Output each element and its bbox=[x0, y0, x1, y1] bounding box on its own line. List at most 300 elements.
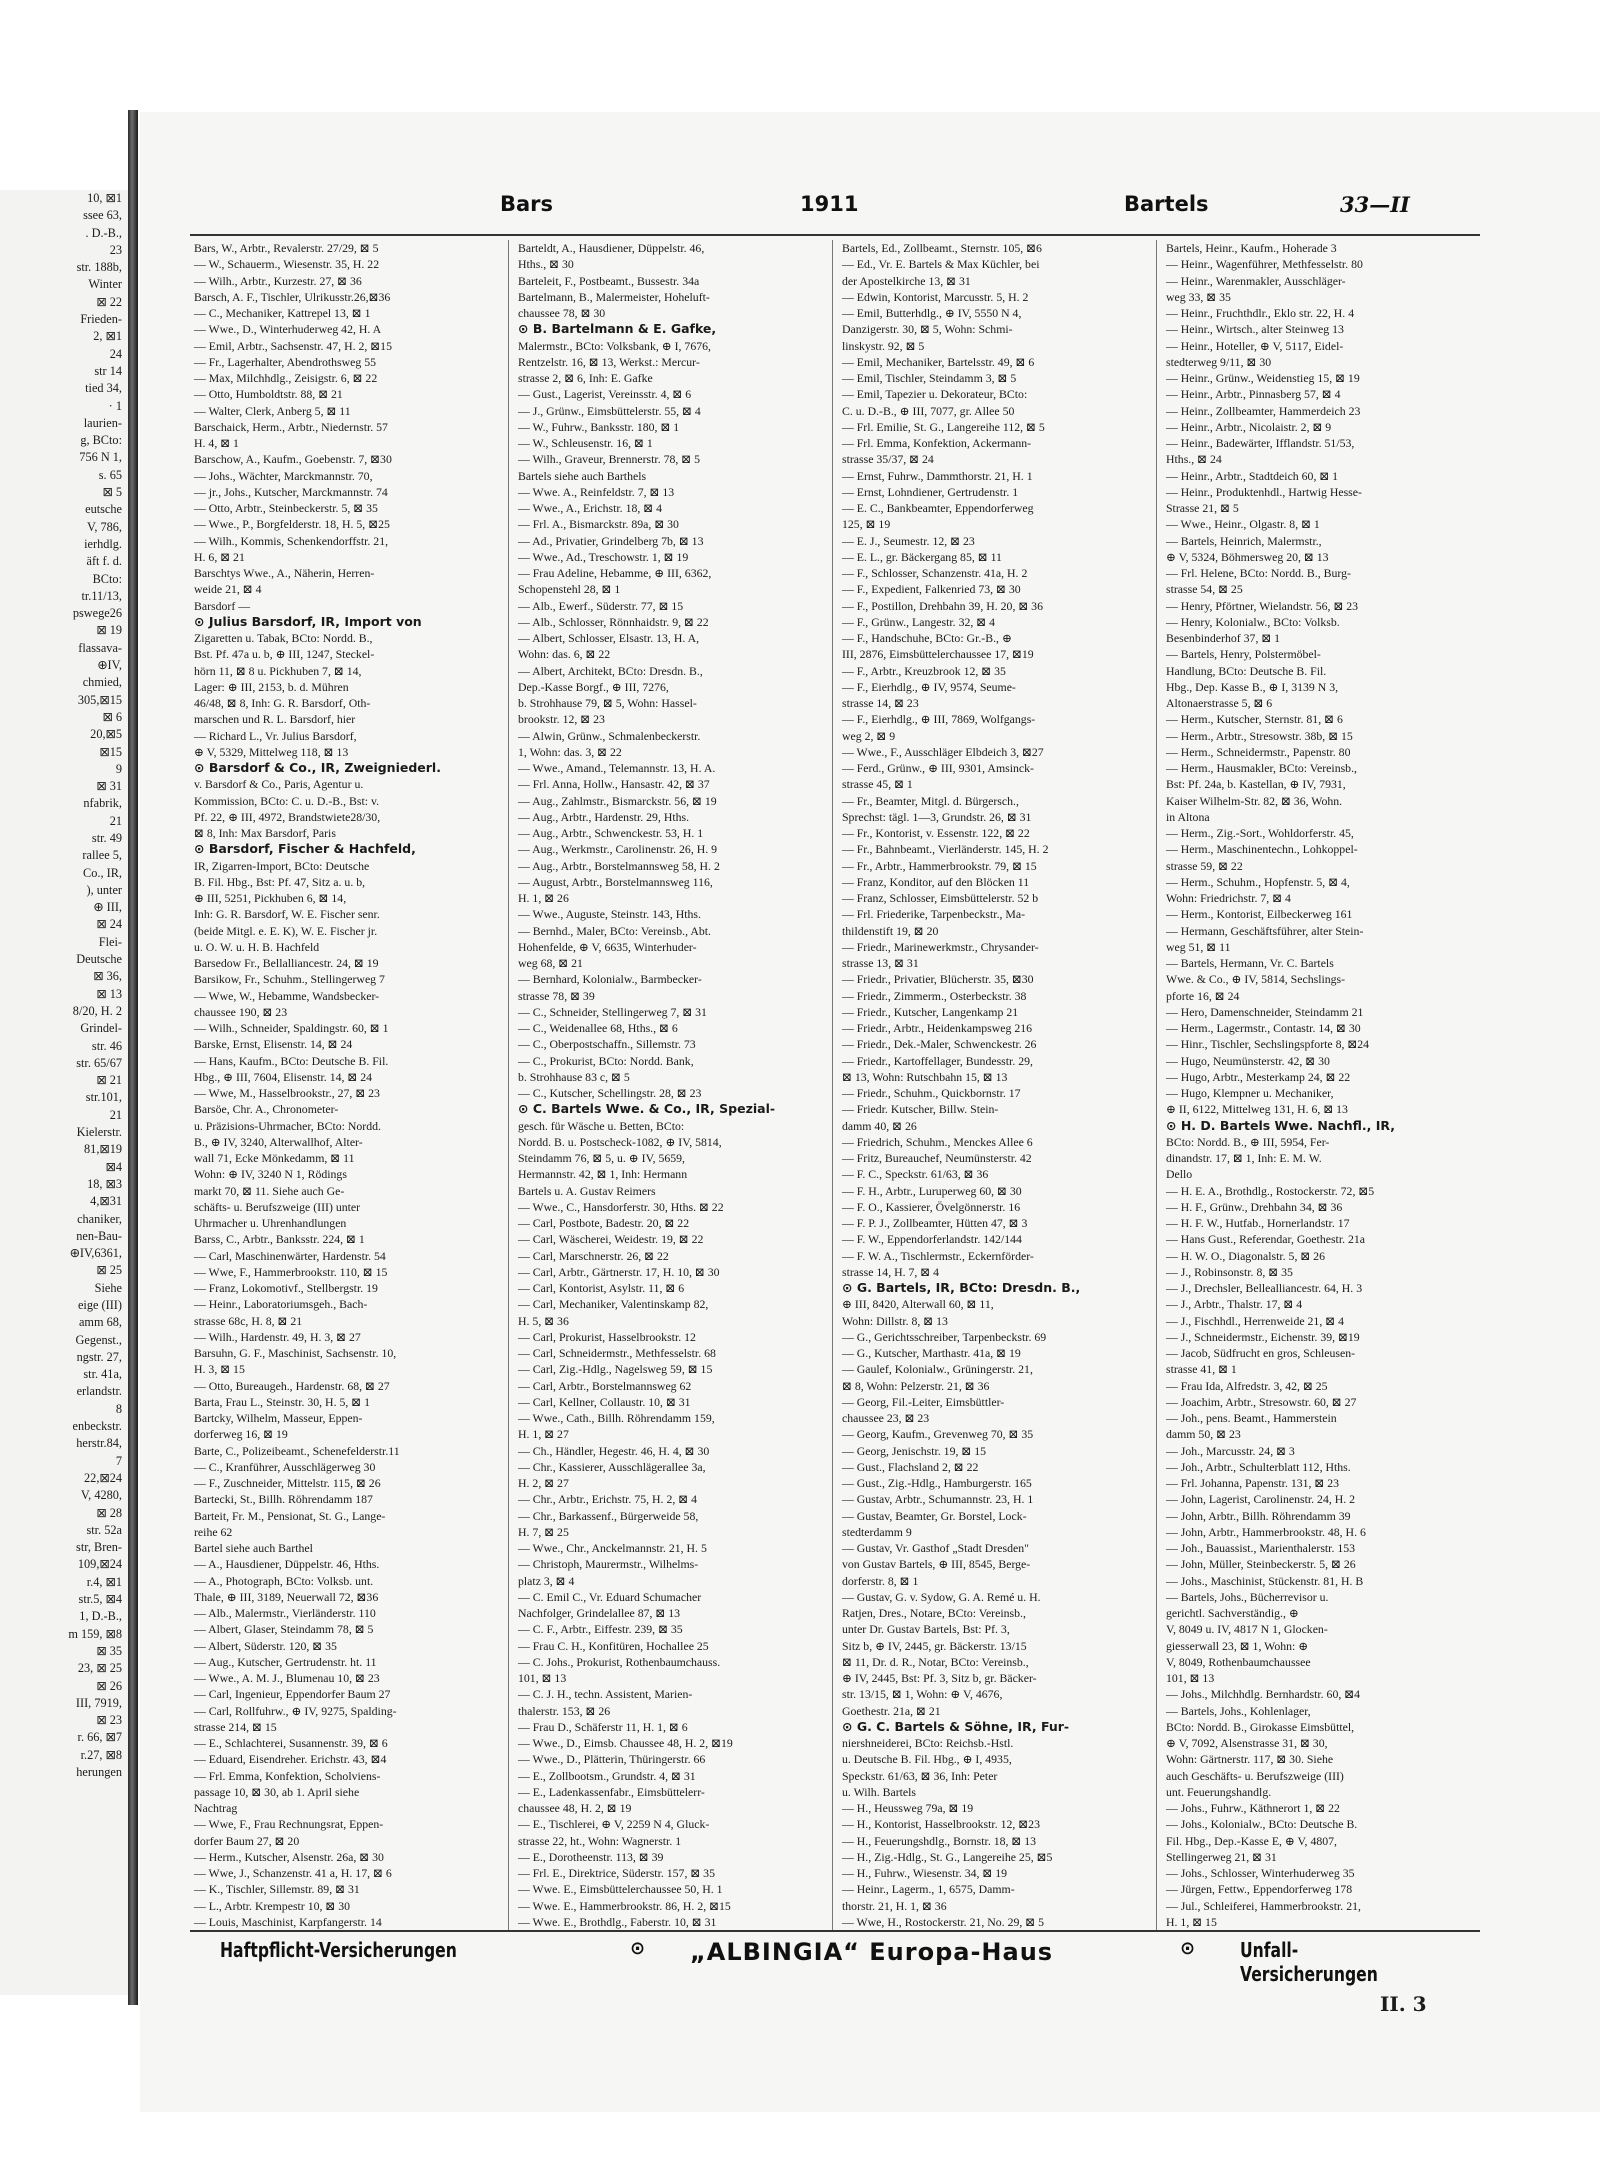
directory-entry-line: — Carl, Kellner, Collaustr. 10, ⊠ 31 bbox=[518, 1394, 691, 1409]
directory-entry-line: — H. F., Grünw., Drehbahn 34, ⊠ 36 bbox=[1166, 1199, 1343, 1214]
directory-entry-line: Barteleit, F., Postbeamt., Bussestr. 34a bbox=[518, 273, 700, 288]
prev-page-line: tied 34, bbox=[85, 381, 122, 396]
directory-entry-line: strasse 35/37, ⊠ 24 bbox=[842, 452, 934, 467]
directory-entry-line: H. 6, ⊠ 21 bbox=[194, 549, 245, 564]
sheet-signature: II. 3 bbox=[1380, 1992, 1427, 2016]
directory-entry-line: — Emil, Butterhdlg., ⊕ IV, 5550 N 4, bbox=[842, 306, 1022, 320]
directory-entry-line: — Aug., Werkmstr., Carolinenstr. 26, H. 9 bbox=[518, 842, 718, 857]
column-1 bbox=[190, 240, 509, 1930]
directory-entry-line: — W., Schleusenstr. 16, ⊠ 1 bbox=[518, 436, 653, 450]
directory-entry-line: chaussee 23, ⊠ 23 bbox=[842, 1411, 930, 1425]
prev-page-line: 24 bbox=[109, 346, 122, 361]
directory-entry-line: auch Geschäfts- u. Berufszweige (III) bbox=[1166, 1768, 1344, 1783]
directory-entry-line: brookstr. 12, ⊠ 23 bbox=[518, 712, 605, 727]
previous-page-strip bbox=[0, 190, 128, 1995]
prev-page-line: s. 65 bbox=[98, 467, 122, 482]
directory-entry-line: ⊙ Julius Barsdorf, IR, Import von bbox=[194, 613, 422, 629]
directory-entry-line: Barsikow, Fr., Schuhm., Stellingerweg 7 bbox=[194, 972, 385, 987]
directory-entry-line: — Henry, Pförtner, Wielandstr. 56, ⊠ 23 bbox=[1166, 598, 1359, 613]
directory-entry-line: — J., Schneidermstr., Eichenstr. 39, ⊠19 bbox=[1166, 1329, 1360, 1344]
prev-page-line: 21 bbox=[109, 1107, 122, 1122]
prev-page-line: nen-Bau- bbox=[76, 1228, 122, 1243]
directory-entry-line: — Gust., Lagerist, Vereinsstr. 4, ⊠ 6 bbox=[518, 387, 692, 402]
directory-entry-line: — Fritz, Bureauchef, Neumünsterstr. 42 bbox=[842, 1151, 1032, 1165]
prev-page-line: ssee 63, bbox=[83, 208, 122, 223]
directory-entry-line: — Hans Gust., Referendar, Goethestr. 21a bbox=[1166, 1232, 1366, 1247]
directory-entry-line: — Bartels, Johs., Kohlenlager, bbox=[1166, 1703, 1311, 1718]
footer-dot-left: ⊙ bbox=[630, 1938, 646, 1959]
directory-entry-line: — Carl, Maschinenwärter, Hardenstr. 54 bbox=[194, 1248, 386, 1263]
directory-entry-line: Besenbinderhof 37, ⊠ 1 bbox=[1166, 631, 1281, 645]
directory-entry-line: — Otto, Arbtr., Steinbeckerstr. 5, ⊠ 35 bbox=[194, 501, 378, 515]
directory-entry-line: Barta, Frau L., Steinstr. 30, H. 5, ⊠ 1 bbox=[194, 1394, 371, 1409]
directory-entry-line: ⊕ II, 6122, Mittelweg 131, H. 6, ⊠ 13 bbox=[1166, 1102, 1348, 1117]
directory-entry-line: — Friedr. Kutscher, Billw. Stein- bbox=[842, 1102, 999, 1117]
directory-entry-line: — H. F. W., Hutfab., Hornerlandstr. 17 bbox=[1166, 1216, 1350, 1230]
prev-page-line: tr.11/13, bbox=[81, 588, 122, 603]
prev-page-line: ⊠15 bbox=[99, 744, 122, 759]
prev-page-line: ⊠ 35 bbox=[96, 1643, 122, 1658]
directory-entry-line: gerichtl. Sachverständig., ⊕ bbox=[1166, 1606, 1299, 1620]
directory-entry-line: — Wwe., Chr., Anckelmannstr. 21, H. 5 bbox=[518, 1541, 707, 1555]
prev-page-line: 18, ⊠3 bbox=[87, 1176, 122, 1191]
directory-entry-line: weg 2, ⊠ 9 bbox=[842, 728, 896, 743]
directory-entry-line: Barteit, Fr. M., Pensionat, St. G., Lange- bbox=[194, 1508, 386, 1523]
directory-entry-line: — Henry, Kolonialw., BCto: Volksb. bbox=[1166, 614, 1340, 629]
directory-entry-line: — J., Arbtr., Thalstr. 17, ⊠ 4 bbox=[1166, 1297, 1303, 1312]
directory-entry-line: — Carl, Mechaniker, Valentinskamp 82, bbox=[518, 1297, 709, 1312]
directory-entry-line: weg 68, ⊠ 21 bbox=[518, 956, 583, 970]
directory-entry-line: Barsch, A. F., Tischler, Ulrikusstr.26,⊠36 bbox=[194, 289, 391, 304]
directory-entry-line: Barske, Ernst, Elisenstr. 14, ⊠ 24 bbox=[194, 1037, 353, 1052]
directory-entry-line: ⊙ Barsdorf & Co., IR, Zweigniederl. bbox=[194, 760, 441, 775]
directory-entry-line: — Otto, Humboldtstr. 88, ⊠ 21 bbox=[194, 387, 343, 402]
prev-page-line: V, 4280, bbox=[80, 1488, 122, 1503]
directory-entry-line: Sprechst: tägl. 1—3, Grundstr. 26, ⊠ 31 bbox=[842, 809, 1032, 824]
directory-entry-line: Inh: G. R. Barsdorf, W. E. Fischer senr. bbox=[194, 907, 380, 922]
prev-page-line: str. 49 bbox=[91, 830, 122, 845]
directory-entry-line: — Herm., Zig.-Sort., Wohldorferstr. 45, bbox=[1166, 826, 1354, 840]
prev-page-line: r. 66, ⊠7 bbox=[77, 1730, 122, 1745]
directory-entry-line: Nachfolger, Grindelallee 87, ⊠ 13 bbox=[518, 1606, 681, 1620]
directory-entry-line: — E. L., gr. Bäckergang 85, ⊠ 11 bbox=[842, 549, 1002, 564]
directory-entry-line: — Hero, Damenschneider, Steindamm 21 bbox=[1166, 1004, 1364, 1019]
directory-entry-line: — Gustav, Vr. Gasthof „Stadt Dresden" bbox=[842, 1541, 1029, 1555]
directory-entry-line: — Frau Adeline, Hebamme, ⊕ III, 6362, bbox=[518, 566, 712, 580]
directory-entry-line: — F. W., Eppendorferlandstr. 142/144 bbox=[842, 1232, 1022, 1247]
directory-entry-line: ⊕ V, 5324, Böhmersweg 20, ⊠ 13 bbox=[1166, 549, 1329, 564]
directory-entry-line: — Gustav, Arbtr., Schumannstr. 23, H. 1 bbox=[842, 1492, 1034, 1507]
directory-entry-line: Wohn: das. 6, ⊠ 22 bbox=[518, 647, 611, 662]
prev-page-line: Gegenst., bbox=[75, 1332, 122, 1347]
directory-entry-line: — Georg, Fil.-Leiter, Eimsbüttler- bbox=[842, 1394, 1005, 1409]
prev-page-line: str.5, ⊠4 bbox=[78, 1592, 122, 1607]
advertisement-footer bbox=[190, 1938, 1480, 1986]
directory-entry-line: Nachtrag bbox=[194, 1801, 238, 1815]
directory-entry-line: — Heinr., Grünw., Weidenstieg 15, ⊠ 19 bbox=[1166, 371, 1360, 385]
directory-entry-line: — W., Schauerm., Wiesenstr. 35, H. 22 bbox=[194, 257, 380, 272]
directory-entry-line: ⊠ 11, Dr. d. R., Notar, BCto: Vereinsb., bbox=[842, 1654, 1029, 1669]
directory-entry-line: — F. H., Arbtr., Luruperweg 60, ⊠ 30 bbox=[842, 1183, 1022, 1198]
directory-entry-line: v. Barsdorf & Co., Paris, Agentur u. bbox=[194, 777, 364, 792]
directory-entry-line: Wohn: Friedrichstr. 7, ⊠ 4 bbox=[1166, 891, 1291, 905]
directory-entry-line: strasse 214, ⊠ 15 bbox=[194, 1719, 277, 1734]
directory-entry-line: hörn 11, ⊠ 8 u. Pickhuben 7, ⊠ 14, bbox=[194, 663, 362, 678]
directory-entry-line: — Frl. Emilie, St. G., Langereihe 112, ⊠ 5 bbox=[842, 419, 1045, 434]
directory-entry-line: dorferstr. 8, ⊠ 1 bbox=[842, 1573, 919, 1588]
directory-entry-line: — Bartels, Heinrich, Malermstr., bbox=[1166, 533, 1322, 548]
prev-page-line: 8 bbox=[115, 1401, 122, 1416]
directory-entry-line: V, 8049 u. IV, 4817 N 1, Glocken- bbox=[1166, 1622, 1328, 1637]
directory-entry-line: — Frl. Emma, Konfektion, Scholviens- bbox=[194, 1768, 381, 1783]
directory-entry-line: Pf. 22, ⊕ III, 4972, Brandstwiete28/30, bbox=[194, 809, 381, 824]
directory-entry-line: — Ernst, Fuhrw., Dammthorstr. 21, H. 1 bbox=[842, 468, 1033, 483]
directory-entry-line: — F., Eierhdlg., ⊕ III, 7869, Wolfgangs- bbox=[842, 712, 1036, 727]
directory-entry-line: Bst. Pf. 47a u. b, ⊕ III, 1247, Steckel- bbox=[194, 647, 375, 662]
directory-entry-line: — Gust., Zig.-Hdlg., Hamburgerstr. 165 bbox=[842, 1476, 1032, 1490]
directory-entry-line: strasse 45, ⊠ 1 bbox=[842, 777, 913, 792]
directory-entry-line: wall 71, Ecke Mönkedamm, ⊠ 11 bbox=[194, 1151, 355, 1165]
directory-entry-line: — Johs., Kolonialw., BCto: Deutsche B. bbox=[1166, 1817, 1358, 1832]
directory-entry-line: str. 13/15, ⊠ 1, Wohn: ⊕ V, 4676, bbox=[842, 1687, 1003, 1702]
directory-entry-line: — Carl, Arbtr., Borstelmannsweg 62 bbox=[518, 1378, 692, 1393]
directory-entry-line: H. 1, ⊠ 15 bbox=[1166, 1914, 1217, 1929]
directory-entry-line: — Albert, Schlosser, Elsastr. 13, H. A, bbox=[518, 631, 700, 645]
directory-entry-line: — C., Oberpostschaffn., Sillemstr. 73 bbox=[518, 1037, 696, 1052]
directory-entry-line: — Wwe, M., Hasselbrookstr., 27, ⊠ 23 bbox=[194, 1086, 380, 1100]
directory-entry-line: — Jürgen, Fettw., Eppendorferweg 178 bbox=[1166, 1882, 1353, 1897]
directory-entry-line: — Frl. Friederike, Tarpenbeckstr., Ma- bbox=[842, 907, 1026, 922]
directory-entry-line: — Richard L., Vr. Julius Barsdorf, bbox=[194, 728, 357, 743]
prev-page-line: herstr.84, bbox=[76, 1436, 122, 1451]
prev-page-line: str. 46 bbox=[91, 1038, 122, 1053]
directory-entry-line: (beide Mitgl. e. E. K), W. E. Fischer jr. bbox=[194, 923, 378, 938]
directory-entry-line: H. 2, ⊠ 27 bbox=[518, 1476, 569, 1490]
directory-entry-line: — Friedr., Kartoffellager, Bundesstr. 29, bbox=[842, 1053, 1033, 1068]
directory-entry-line: Bst: Pf. 24a, b. Kastellan, ⊕ IV, 7931, bbox=[1166, 777, 1346, 792]
directory-entry-line: — Aug., Zahlmstr., Bismarckstr. 56, ⊠ 19 bbox=[518, 793, 717, 808]
header-year: 1911 bbox=[800, 192, 859, 216]
directory-entry-line: — Wwe., Ad., Treschowstr. 1, ⊠ 19 bbox=[518, 549, 689, 564]
directory-entry-line: — C. Johs., Prokurist, Rothenbaumchauss. bbox=[518, 1654, 721, 1669]
directory-entry-line: — E. C., Bankbeamter, Eppendorferweg bbox=[842, 501, 1034, 515]
prev-page-line: ⊠ 6 bbox=[102, 709, 122, 724]
prev-page-line: str. 188b, bbox=[76, 260, 122, 275]
directory-entry-line: unt. Feuerungshandlg. bbox=[1166, 1784, 1272, 1799]
directory-entry-line: Bartel siehe auch Barthel bbox=[194, 1541, 313, 1555]
directory-entry-line: strasse 22, ht., Wohn: Wagnerstr. 1 bbox=[518, 1833, 682, 1848]
directory-entry-line: — F., Handschuhe, BCto: Gr.-B., ⊕ bbox=[842, 631, 1012, 645]
directory-entry-line: 46/48, ⊠ 8, Inh: G. R. Barsdorf, Oth- bbox=[194, 696, 371, 710]
directory-entry-line: — Wwe., P., Borgfelderstr. 18, H. 5, ⊠25 bbox=[194, 517, 390, 532]
directory-entry-line: — Carl, Wäscherei, Weidestr. 19, ⊠ 22 bbox=[518, 1232, 704, 1247]
directory-entry-line: b. Strohhause 79, ⊠ 5, Wohn: Hassel- bbox=[518, 696, 697, 710]
directory-entry-line: — Aug., Arbtr., Borstelmannsweg 58, H. 2 bbox=[518, 858, 720, 873]
directory-entry-line: — Frl. Emma, Konfektion, Ackermann- bbox=[842, 436, 1032, 450]
footer-dot-right: ⊙ bbox=[1180, 1938, 1196, 1959]
directory-entry-line: Altonaerstrasse 5, ⊠ 6 bbox=[1166, 696, 1273, 710]
directory-entry-line: thildenstift 19, ⊠ 20 bbox=[842, 923, 939, 938]
directory-entry-line: Malermstr., BCto: Volksbank, ⊕ I, 7676, bbox=[518, 338, 711, 353]
prev-page-line: chaniker, bbox=[77, 1211, 122, 1226]
directory-entry-line: schäfts- u. Berufszweige (III) unter bbox=[194, 1199, 361, 1214]
directory-entry-line: weg 51, ⊠ 11 bbox=[1166, 939, 1231, 954]
directory-entry-line: — Wwe., F., Ausschläger Elbdeich 3, ⊠27 bbox=[842, 744, 1044, 759]
prev-page-line: ⊠ 25 bbox=[96, 1263, 122, 1278]
directory-entry-line: — Herm., Maschinentechn., Lohkoppel- bbox=[1166, 842, 1358, 857]
directory-entry-line: ⊠ 13, Wohn: Rutschbahn 15, ⊠ 13 bbox=[842, 1069, 1008, 1084]
prev-page-line: flassava- bbox=[78, 640, 122, 655]
directory-entry-line: — Wwe. A., Reinfeldstr. 7, ⊠ 13 bbox=[518, 484, 675, 499]
directory-entry-line: Hths., ⊠ 24 bbox=[1166, 452, 1222, 467]
directory-entry-line: passage 10, ⊠ 30, ab 1. April siehe bbox=[194, 1784, 360, 1799]
directory-entry-line: — E., Schlachterei, Susannenstr. 39, ⊠ 6 bbox=[194, 1736, 388, 1750]
directory-entry-line: marschen und R. L. Barsdorf, hier bbox=[194, 712, 356, 727]
directory-entry-line: damm 40, ⊠ 26 bbox=[842, 1118, 917, 1133]
prev-page-line: ngstr. 27, bbox=[76, 1349, 122, 1364]
directory-entry-line: — J., Robinsonstr. 8, ⊠ 35 bbox=[1166, 1264, 1293, 1279]
directory-entry-line: — Wwe., Heinr., Olgastr. 8, ⊠ 1 bbox=[1166, 517, 1320, 532]
directory-entry-line: ⊙ C. Bartels Wwe. & Co., IR, Spezial- bbox=[518, 1101, 776, 1117]
directory-entry-line: — Carl, Arbtr., Gärtnerstr. 17, H. 10, ⊠ 30 bbox=[518, 1264, 720, 1279]
directory-entry-line: — Fr., Kontorist, v. Essenstr. 122, ⊠ 22 bbox=[842, 826, 1030, 840]
prev-page-line: str. 52a bbox=[86, 1522, 122, 1537]
directory-entry-line: — Wilh., Hardenstr. 49, H. 3, ⊠ 27 bbox=[194, 1329, 361, 1344]
directory-entry-line: Danzigerstr. 30, ⊠ 5, Wohn: Schmi- bbox=[842, 322, 1013, 337]
directory-entry-line: — F., Postillon, Drehbahn 39, H. 20, ⊠ 36 bbox=[842, 598, 1043, 613]
directory-entry-line: Barte, C., Polizeibeamt., Schenefelderstr.11 bbox=[194, 1443, 400, 1458]
directory-entry-line: — C., Schneider, Stellingerweg 7, ⊠ 31 bbox=[518, 1004, 707, 1019]
prev-page-line: 7 bbox=[115, 1453, 122, 1468]
directory-entry-line: — Jacob, Südfrucht en gros, Schleusen- bbox=[1166, 1346, 1356, 1360]
prev-page-line: Winter bbox=[88, 277, 122, 292]
directory-entry-line: — Alb., Ewerf., Süderstr. 77, ⊠ 15 bbox=[518, 598, 684, 613]
directory-entry-line: — Emil, Tapezier u. Dekorateur, BCto: bbox=[842, 387, 1028, 402]
directory-entry-line: — Heinr., Arbtr., Pinnasberg 57, ⊠ 4 bbox=[1166, 387, 1341, 402]
directory-entry-line: damm 50, ⊠ 23 bbox=[1166, 1427, 1241, 1442]
directory-entry-line: — Heinr., Fruchthdlr., Eklo str. 22, H. 4 bbox=[1166, 306, 1355, 320]
directory-entry-line: — Gustav, G. v. Sydow, G. A. Remé u. H. bbox=[842, 1589, 1041, 1604]
directory-entry-line: ⊕ III, 5251, Pickhuben 6, ⊠ 14, bbox=[194, 891, 347, 905]
directory-entry-line: Schopenstehl 28, ⊠ 1 bbox=[518, 582, 621, 597]
directory-entry-line: — August, Arbtr., Borstelmannsweg 116, bbox=[518, 874, 713, 889]
column-3 bbox=[838, 240, 1157, 1930]
directory-entry-line: — H. W. O., Diagonalstr. 5, ⊠ 26 bbox=[1166, 1248, 1325, 1263]
directory-entry-line: — Frau C. H., Konfitüren, Hochallee 25 bbox=[518, 1638, 709, 1653]
directory-entry-line: — Herm., Kontorist, Eilbeckerweg 161 bbox=[1166, 907, 1353, 922]
directory-entry-line: — Fr., Bahnbeamt., Vierländerstr. 145, H. 2 bbox=[842, 842, 1049, 857]
directory-entry-line: — Bartels, Hermann, Vr. C. Bartels bbox=[1166, 956, 1334, 970]
directory-entry-line: — F. W. A., Tischlermstr., Eckernförder- bbox=[842, 1248, 1034, 1263]
directory-entry-line: — Hugo, Neumünsterstr. 42, ⊠ 30 bbox=[1166, 1053, 1330, 1068]
directory-entry-line: Barteldt, A., Hausdiener, Düppelstr. 46, bbox=[518, 241, 705, 255]
directory-entry-line: BCto: Nordd. B., ⊕ III, 5954, Fer- bbox=[1166, 1134, 1330, 1149]
directory-entry-line: Bartels, Heinr., Kaufm., Hoherade 3 bbox=[1166, 241, 1337, 255]
prev-page-line: ierhdlg. bbox=[84, 536, 122, 551]
directory-entry-line: — Wwe., C., Hansdorferstr. 30, Hths. ⊠ 22 bbox=[518, 1199, 724, 1214]
directory-entry-line: — Friedr., Zimmerm., Osterbeckstr. 38 bbox=[842, 988, 1027, 1003]
directory-entry-line: — Carl, Prokurist, Hasselbrookstr. 12 bbox=[518, 1329, 696, 1344]
directory-entry-line: — Joh., Arbtr., Schulterblatt 112, Hths. bbox=[1166, 1459, 1351, 1474]
directory-entry-line: Bartelmann, B., Malermeister, Hoheluft- bbox=[518, 289, 710, 304]
directory-entry-line: — Johs., Wächter, Marckmannstr. 70, bbox=[194, 468, 373, 483]
directory-entry-line: — Ed., Vr. E. Bartels & Max Küchler, bei bbox=[842, 257, 1040, 272]
directory-entry-line: — Wwe. E., Hammerbrookstr. 86, H. 2, ⊠15 bbox=[518, 1898, 731, 1913]
directory-entry-line: — Herm., Hausmakler, BCto: Vereinsb., bbox=[1166, 761, 1357, 775]
directory-entry-line: Uhrmacher u. Uhrenhandlungen bbox=[194, 1216, 347, 1230]
directory-entry-line: reihe 62 bbox=[194, 1524, 233, 1539]
directory-entry-line: — Walter, Clerk, Anberg 5, ⊠ 11 bbox=[194, 403, 351, 418]
directory-entry-line: — Wwe., A. M. J., Blumenau 10, ⊠ 23 bbox=[194, 1671, 380, 1685]
directory-entry-line: Barsuhn, G. F., Maschinist, Sachsenstr. 10, bbox=[194, 1346, 397, 1360]
prev-page-line: ⊠ 23 bbox=[96, 1713, 122, 1728]
directory-entry-line: — Herm., Kutscher, Alsenstr. 26a, ⊠ 30 bbox=[194, 1849, 384, 1864]
directory-entry-line: — Friedrich, Schuhm., Menckes Allee 6 bbox=[842, 1134, 1033, 1149]
directory-entry-line: — Alwin, Grünw., Schmalenbeckerstr. bbox=[518, 728, 701, 743]
directory-entry-line: B., ⊕ IV, 3240, Alterwallhof, Alter- bbox=[194, 1134, 363, 1149]
column-4 bbox=[1162, 240, 1480, 1930]
directory-entry-line: chaussee 78, ⊠ 30 bbox=[518, 306, 606, 320]
directory-entry-line: Barschtys Wwe., A., Näherin, Herren- bbox=[194, 566, 375, 580]
directory-entry-line: strasse 13, ⊠ 31 bbox=[842, 956, 919, 970]
directory-entry-line: — Emil, Tischler, Steindamm 3, ⊠ 5 bbox=[842, 371, 1017, 385]
directory-entry-line: — Alb., Malermstr., Vierländerstr. 110 bbox=[194, 1606, 376, 1620]
directory-entry-line: — Wilh., Graveur, Brennerstr. 78, ⊠ 5 bbox=[518, 452, 701, 467]
directory-entry-line: dorferweg 16, ⊠ 19 bbox=[194, 1427, 288, 1442]
directory-entry-line: Hths., ⊠ 30 bbox=[518, 257, 574, 272]
directory-entry-line: — Friedr., Kutscher, Langenkamp 21 bbox=[842, 1004, 1019, 1019]
directory-entry-line: — F., Arbtr., Kreuzbrook 12, ⊠ 35 bbox=[842, 663, 1006, 678]
directory-entry-line: — Friedr., Dek.-Maler, Schwenckestr. 26 bbox=[842, 1037, 1037, 1052]
directory-entry-line: — John, Arbtr., Billh. Röhrendamm 39 bbox=[1166, 1508, 1351, 1523]
prev-page-line: str. 65/67 bbox=[76, 1055, 122, 1070]
directory-entry-line: — C. J. H., techn. Assistent, Marien- bbox=[518, 1687, 693, 1702]
directory-entry-line: — Bernhd., Maler, BCto: Vereinsb., Abt. bbox=[518, 923, 711, 938]
prev-page-line: ⊠ 31 bbox=[96, 779, 122, 794]
directory-entry-line: — Heinr., Produktenhdl., Hartwig Hesse- bbox=[1166, 484, 1362, 499]
directory-entry-line: strasse 59, ⊠ 22 bbox=[1166, 858, 1243, 873]
directory-entry-line: H. 1, ⊠ 27 bbox=[518, 1427, 569, 1442]
prev-page-line: 9 bbox=[115, 761, 122, 776]
footer-company: „ALBINGIA“ Europa-Haus bbox=[690, 1938, 1054, 1966]
directory-entry-line: — Wwe, W., Hebamme, Wandsbecker- bbox=[194, 988, 380, 1003]
directory-entry-line: der Apostelkirche 13, ⊠ 31 bbox=[842, 273, 971, 288]
prev-page-line: 20,⊠5 bbox=[90, 727, 122, 742]
directory-entry-line: stedterweg 9/11, ⊠ 30 bbox=[1166, 354, 1272, 369]
footer-left: Haftpflicht-Versicherungen bbox=[220, 1938, 457, 1962]
directory-entry-line: Goethestr. 21a, ⊠ 21 bbox=[842, 1703, 941, 1718]
prev-page-line: ⊕IV, bbox=[97, 658, 122, 673]
directory-entry-line: Hbg., Dep. Kasse B., ⊕ I, 3139 N 3, bbox=[1166, 679, 1339, 694]
directory-entry-line: — Herm., Arbtr., Stresowstr. 38b, ⊠ 15 bbox=[1166, 728, 1353, 743]
prev-page-line: ⊠ 5 bbox=[102, 485, 122, 500]
directory-entry-line: u. O. W. u. H. B. Hachfeld bbox=[194, 939, 320, 954]
directory-entry-line: linskystr. 92, ⊠ 5 bbox=[842, 338, 925, 353]
directory-entry-line: — F., Zuschneider, Mittelstr. 115, ⊠ 26 bbox=[194, 1476, 381, 1490]
directory-entry-line: — Frl. Anna, Hollw., Hansastr. 42, ⊠ 37 bbox=[518, 777, 710, 792]
book-gutter bbox=[128, 110, 138, 2005]
directory-entry-line: Hbg., ⊕ III, 7604, Elisenstr. 14, ⊠ 24 bbox=[194, 1069, 373, 1084]
prev-page-line: Co., IR, bbox=[83, 865, 122, 880]
prev-page-line: Grindel- bbox=[80, 1021, 122, 1036]
directory-entry-line: ⊙ H. D. Bartels Wwe. Nachfl., IR, bbox=[1166, 1117, 1396, 1133]
directory-entry-line: — G., Kutscher, Marthastr. 41a, ⊠ 19 bbox=[842, 1346, 1021, 1360]
directory-entry-line: — F. C., Speckstr. 61/63, ⊠ 36 bbox=[842, 1167, 989, 1182]
directory-page bbox=[140, 112, 1600, 2112]
directory-entry-line: niershneiderei, BCto: Reichsb.-Hstl. bbox=[842, 1736, 1014, 1750]
directory-entry-line: strasse 68c, H. 8, ⊠ 21 bbox=[194, 1313, 303, 1328]
directory-entry-line: dinandstr. 17, ⊠ 1, Inh: E. M. W. bbox=[1166, 1151, 1322, 1165]
prev-page-line: g, BCto: bbox=[80, 433, 122, 448]
prev-page-line: str 14 bbox=[94, 363, 122, 378]
prev-page-line: ⊠ 19 bbox=[96, 623, 122, 638]
prev-page-line: · 1 bbox=[108, 398, 122, 413]
directory-entry-line: Thale, ⊕ III, 3189, Neuerwall 72, ⊠36 bbox=[194, 1589, 379, 1604]
directory-entry-line: — H. E. A., Brothdlg., Rostockerstr. 72, ⊠5 bbox=[1166, 1183, 1375, 1198]
directory-entry-line: — Bernhard, Kolonialw., Barmbecker- bbox=[518, 972, 702, 987]
directory-entry-line: thorstr. 21, H. 1, ⊠ 36 bbox=[842, 1898, 947, 1913]
directory-entry-line: — Johs., Schlosser, Winterhuderweg 35 bbox=[1166, 1866, 1355, 1880]
directory-entry-line: — C. Emil C., Vr. Eduard Schumacher bbox=[518, 1589, 702, 1604]
directory-entry-line: IR, Zigarren-Import, BCto: Deutsche bbox=[194, 858, 370, 873]
prev-page-line: 756 N 1, bbox=[79, 450, 122, 465]
directory-entry-line: Kommission, BCto: C. u. D.-B., Bst: v. bbox=[194, 793, 380, 808]
prev-page-line: ⊕ III, bbox=[93, 900, 122, 915]
prev-page-line: Deutsche bbox=[76, 952, 122, 967]
prev-page-line: enbeckstr. bbox=[72, 1419, 122, 1434]
directory-entry-line: — Carl, Zig.-Hdlg., Nagelsweg 59, ⊠ 15 bbox=[518, 1362, 713, 1377]
prev-page-line: 23 bbox=[109, 242, 122, 257]
directory-entry-line: — Wwe. E., Eimsbüttelerchaussee 50, H. 1 bbox=[518, 1882, 723, 1897]
directory-entry-line: Bartels siehe auch Barthels bbox=[518, 468, 647, 483]
directory-entry-line: — Fr., Beamter, Mitgl. d. Bürgersch., bbox=[842, 793, 1019, 808]
directory-entry-line: — Herm., Schneidermstr., Papenstr. 80 bbox=[1166, 744, 1351, 759]
directory-entry-line: — Alb., Schlosser, Rönnhaidstr. 9, ⊠ 22 bbox=[518, 614, 709, 629]
directory-entry-line: — C., Prokurist, BCto: Nordd. Bank, bbox=[518, 1053, 694, 1068]
directory-entry-line: — F., Eierhdlg., ⊕ IV, 9574, Seume- bbox=[842, 679, 1016, 694]
directory-entry-line: — C., Kutscher, Schellingstr. 28, ⊠ 23 bbox=[518, 1086, 702, 1100]
directory-entry-line: — Gaulef, Kolonialw., Grüningerstr. 21, bbox=[842, 1362, 1033, 1377]
directory-entry-line: — Chr., Barkassenf., Bürgerweide 58, bbox=[518, 1508, 699, 1523]
directory-entry-line: — H., Heussweg 79a, ⊠ 19 bbox=[842, 1801, 974, 1815]
directory-entry-line: — Emil, Arbtr., Sachsenstr. 47, H. 2, ⊠15 bbox=[194, 338, 392, 353]
directory-entry-line: — F., Expedient, Falkenried 73, ⊠ 30 bbox=[842, 582, 1021, 597]
directory-entry-line: — Jul., Schleiferei, Hammerbrookstr. 21, bbox=[1166, 1898, 1361, 1913]
directory-entry-line: — Frl. E., Direktrice, Süderstr. 157, ⊠ 35 bbox=[518, 1866, 715, 1880]
footer-rule bbox=[190, 1930, 1480, 1932]
directory-entry-line: — Franz, Konditor, auf den Blöcken 11 bbox=[842, 874, 1030, 889]
directory-entry-line: — Frl. Johanna, Papenstr. 131, ⊠ 23 bbox=[1166, 1476, 1340, 1490]
prev-page-line: chmied, bbox=[82, 675, 122, 690]
directory-entry-line: — Friedr., Arbtr., Heidenkampsweg 216 bbox=[842, 1021, 1033, 1035]
directory-entry-line: Dep.-Kasse Borgf., ⊕ III, 7276, bbox=[518, 679, 669, 694]
prev-page-line: 4,⊠31 bbox=[90, 1194, 122, 1209]
directory-entry-line: B. Fil. Hbg., Bst: Pf. 47, Sitz a. u. b, bbox=[194, 874, 366, 889]
directory-entry-line: ⊠ 8, Wohn: Pelzerstr. 21, ⊠ 36 bbox=[842, 1378, 990, 1393]
directory-entry-line: 101, ⊠ 13 bbox=[1166, 1671, 1215, 1685]
directory-entry-line: — Franz, Lokomotivf., Stellbergstr. 19 bbox=[194, 1281, 378, 1295]
directory-entry-line: — Heinr., Warenmakler, Ausschläger- bbox=[1166, 273, 1346, 288]
directory-entry-line: — Joh., pens. Beamt., Hammerstein bbox=[1166, 1411, 1337, 1425]
directory-entry-line: — J., Grünw., Eimsbüttelerstr. 55, ⊠ 4 bbox=[518, 403, 701, 418]
directory-entry-line: chaussee 48, H. 2, ⊠ 19 bbox=[518, 1801, 632, 1815]
directory-entry-line: — Johs., Milchhdlg. Bernhardstr. 60, ⊠4 bbox=[1166, 1687, 1361, 1702]
directory-entry-line: — Heinr., Wirtsch., alter Steinweg 13 bbox=[1166, 322, 1344, 337]
directory-entry-line: H. 1, ⊠ 26 bbox=[518, 891, 569, 905]
directory-entry-line: — Heinr., Arbtr., Nicolaistr. 2, ⊠ 9 bbox=[1166, 419, 1332, 434]
directory-entry-line: — E., Zollbootsm., Grundstr. 4, ⊠ 31 bbox=[518, 1768, 696, 1783]
directory-entry-line: — Heinr., Hoteller, ⊕ V, 5117, Eidel- bbox=[1166, 338, 1344, 353]
